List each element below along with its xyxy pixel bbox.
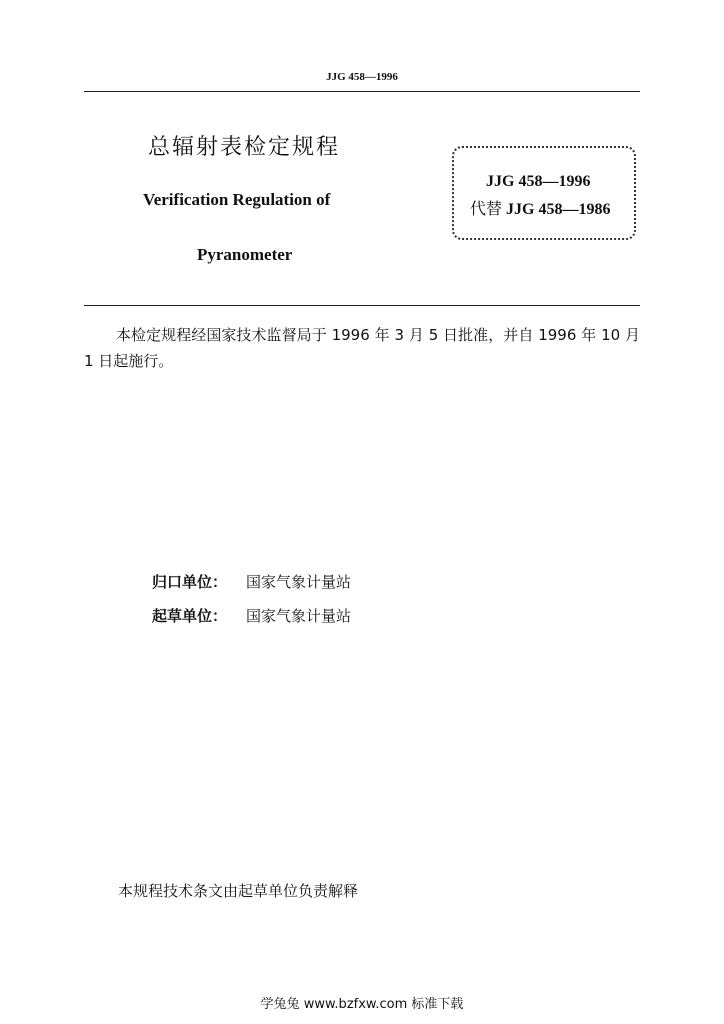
title-english-line2: Pyranometer: [197, 245, 293, 264]
drafting-unit-label: 起草单位：: [152, 607, 228, 625]
replaced-code: JJG 458—1986: [506, 201, 611, 218]
drafting-unit-value: 国家气象计量站: [246, 607, 352, 625]
replaced-standard: [470, 196, 610, 219]
interpretation-note: 本规程技术条文由起草单位负责解释: [118, 882, 359, 900]
footer-watermark: 学兔兔 www.bzfxw.com 标准下载: [260, 997, 464, 1012]
header-standard-code: JJG 458—1996: [326, 71, 398, 83]
standard-code: JJG 458—1996: [486, 173, 591, 190]
standard-code-box: [452, 146, 636, 240]
title-chinese: 总辐射表检定规程: [148, 135, 341, 160]
header-divider: [84, 91, 640, 92]
replace-prefix: 代替: [470, 201, 503, 218]
section-divider: [84, 305, 640, 306]
title-english-line1: Verification Regulation of: [143, 190, 331, 209]
approval-paragraph: 本检定规程经国家技术监督局于 1996 年 3 月 5 日批准，并自 1996 年 10 月 1 日起施行。: [84, 326, 640, 370]
responsible-unit-row: [152, 571, 351, 592]
responsible-unit-value: 国家气象计量站: [246, 573, 352, 591]
drafting-unit-row: [152, 605, 351, 626]
responsible-unit-label: 归口单位：: [152, 573, 228, 591]
